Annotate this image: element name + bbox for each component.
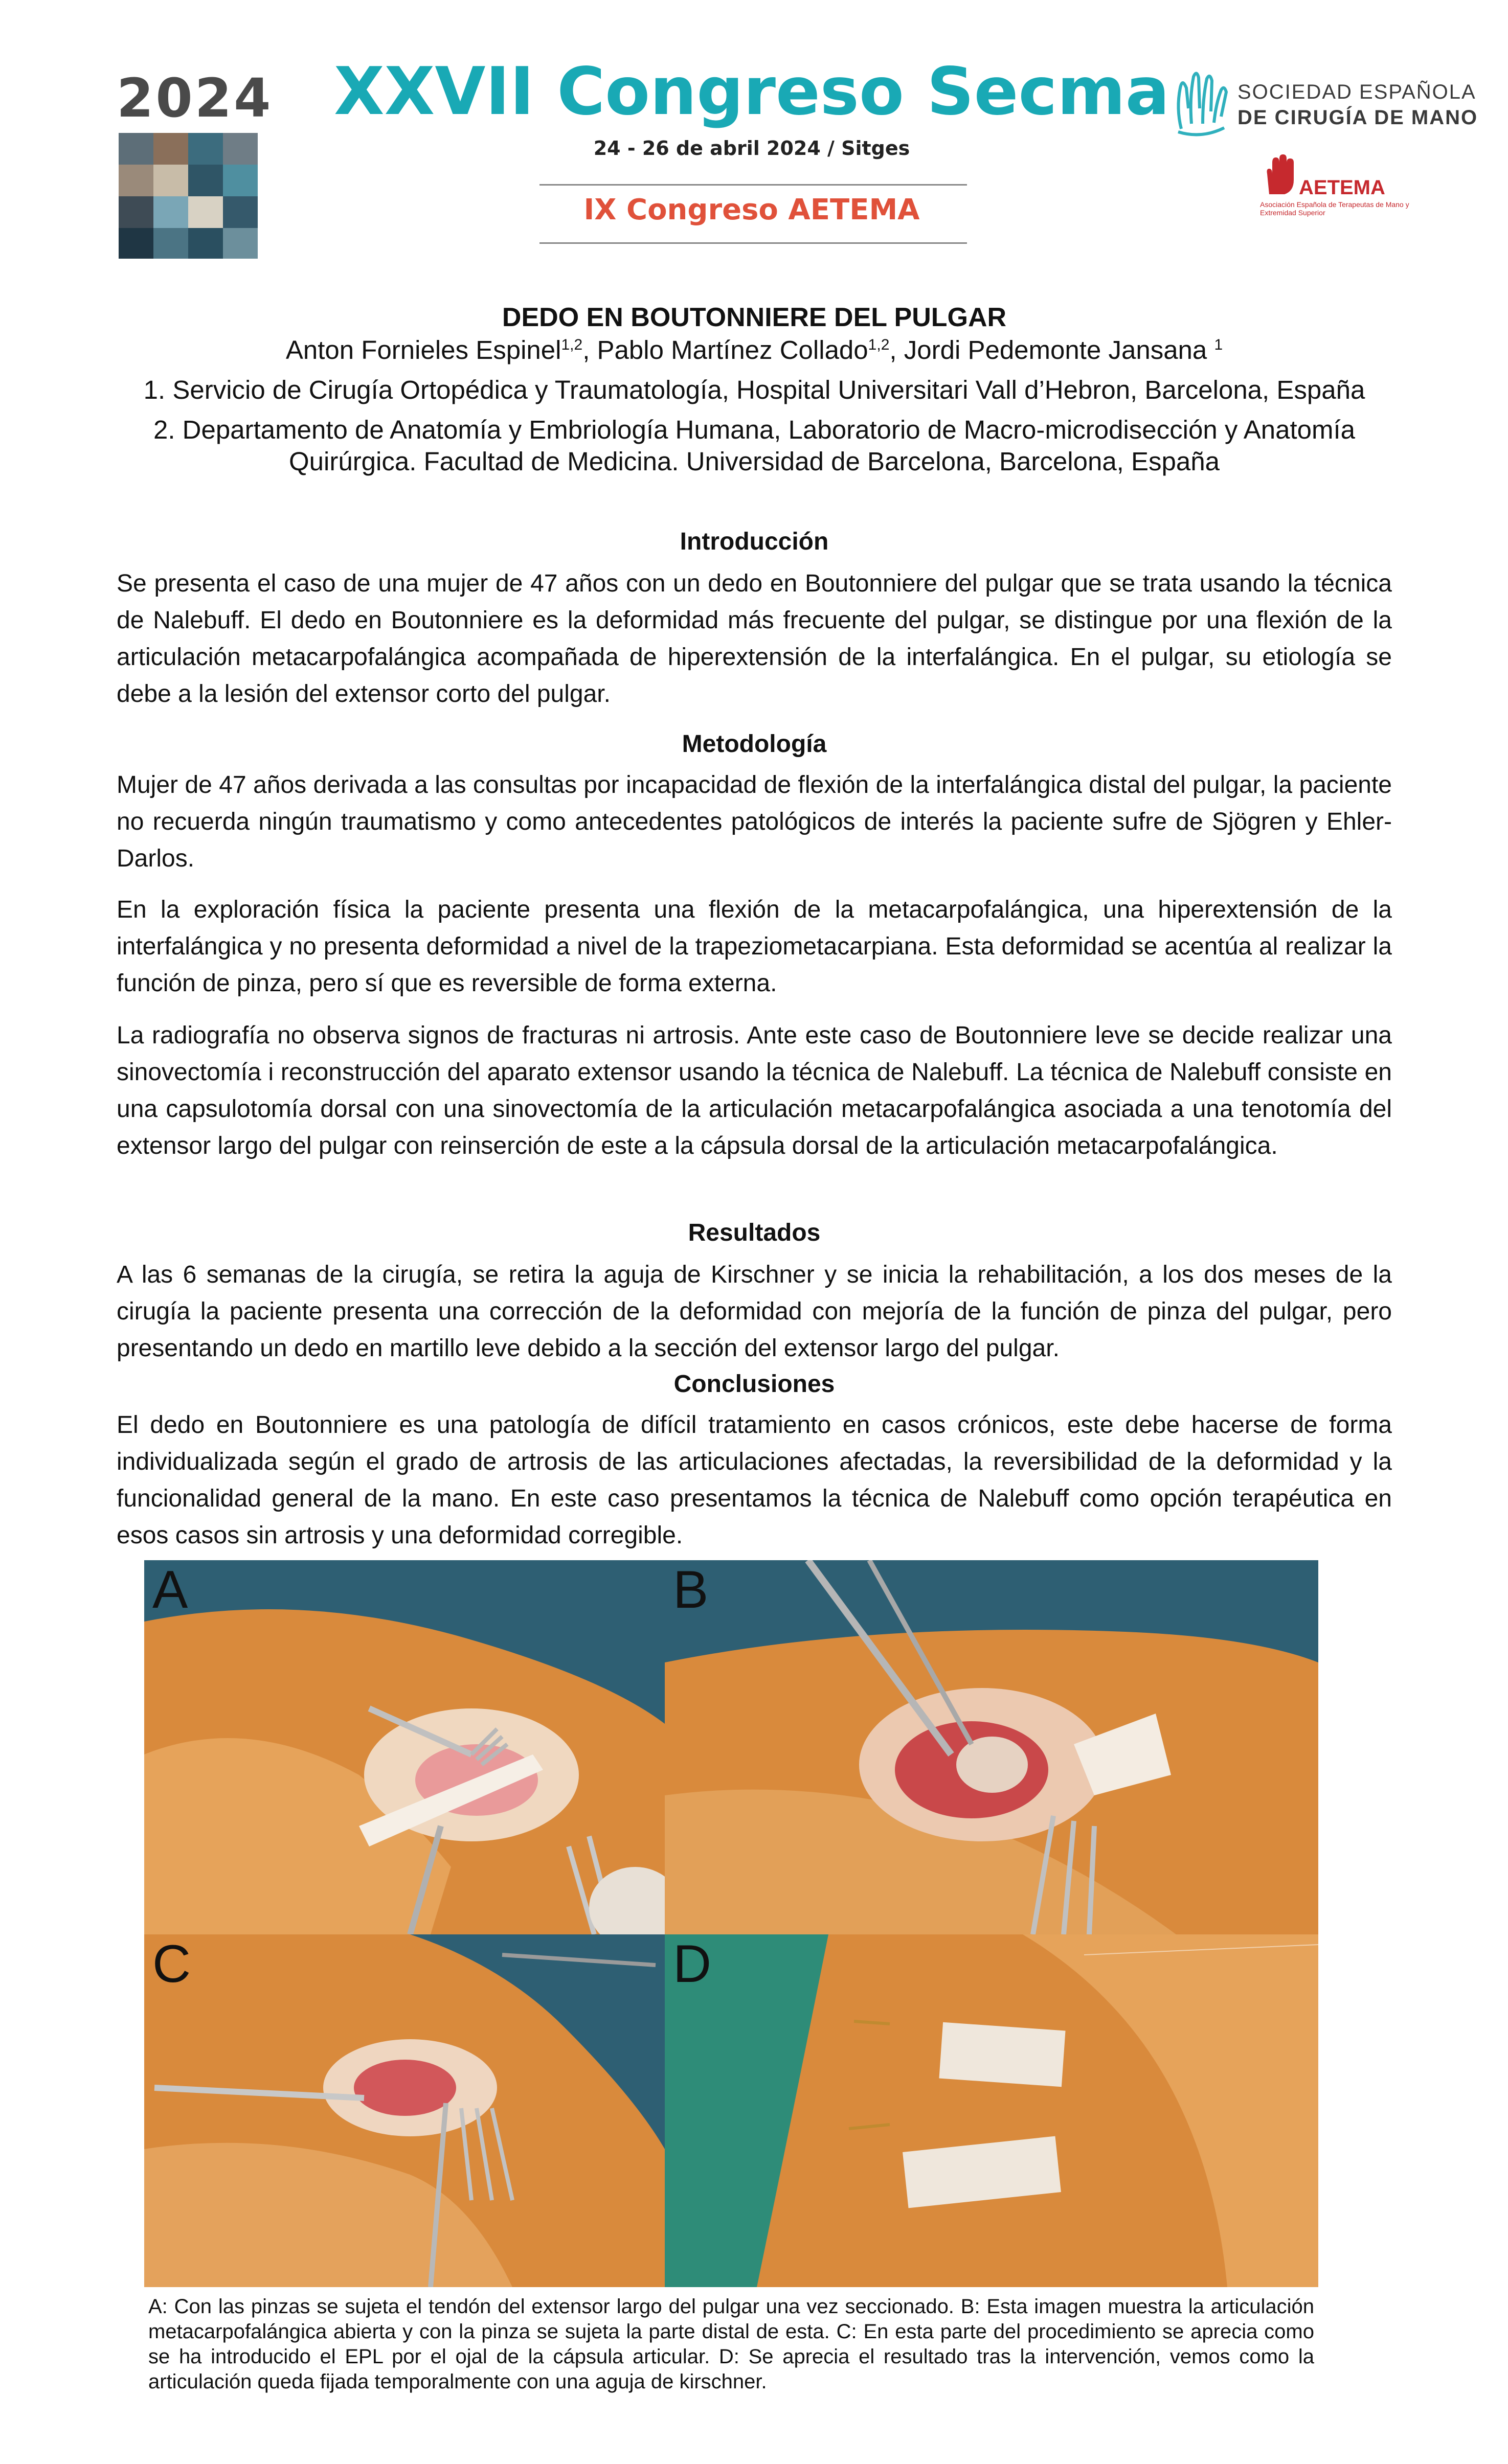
photo-panel-a <box>144 1560 665 1934</box>
method-paragraph-3: La radiografía no observa signos de fracturas ni artrosis. Ante este caso de Boutonniere leve se decide realizar una sinovectomía i reconstrucción del aparato extensor usando la técnica de Nalebuff. La técnica de Nalebuff consiste en una capsulotomía dorsal con una sinovectomía de la articulación metacarpofalángica asociada a una tenotomía del extensor largo del pulgar con reinserción de este a la cápsula dorsal de la articulación metacarpofalángica. <box>117 1022 1392 1159</box>
figure-caption: A: Con las pinzas se sujeta el tendón del extensor largo del pulgar una vez seccionado. B: Esta imagen muestra la articulación metacarpofalángica abierta y con la pinza se sujeta la parte distal de esta. C: En esta parte del procedimiento se aprecia como se ha introducido el EPL por el ojal de la cápsula articular. D: Se aprecia el resultado tras la intervención, vemos como la articulación queda fijada temporalmente con una aguja de kirschner. <box>148 2295 1314 2393</box>
congress-subtitle: IX Congreso AETEMA <box>583 193 920 226</box>
year-label: 2024 <box>117 67 273 129</box>
panel-label-c: C <box>152 1934 191 1994</box>
panel-label-d: D <box>673 1934 712 1994</box>
conclusions-heading: Conclusiones <box>673 1371 835 1398</box>
authors-line <box>117 334 1392 366</box>
author-1: Anton Fornieles Espinel <box>285 335 561 364</box>
author-3: , Jordi Pedemonte Jansana <box>889 335 1214 364</box>
photo-panel-c <box>144 1934 665 2287</box>
surgical-photo-b <box>665 1560 1318 1934</box>
surgical-photo-c <box>144 1934 665 2287</box>
affiliation-2: 2. Departamento de Anatomía y Embriología Humana, Laboratorio de Macro-microdisección y Anatomía Quirúrgica. Facultad de Medicina. Universidad de Barcelona, Barcelona, España <box>153 415 1356 476</box>
secm-hand-logo-icon <box>1171 67 1232 139</box>
red-hand-icon <box>1262 153 1298 195</box>
author-2-affil: 1,2 <box>868 336 890 353</box>
results-heading: Resultados <box>688 1219 821 1246</box>
divider-top <box>539 184 967 186</box>
intro-paragraph: Se presenta el caso de una mujer de 47 años con un dedo en Boutonniere del pulgar que se trata usando la técnica de Nalebuff. El dedo en Boutonniere es la deformidad más frecuente del pulgar, se distingue por una flexión de la articulación metacarpofalángica acompañada de hiperextensión de la interfalángica. En el pulgar, su etiología se debe a la lesión del extensor corto del pulgar. <box>117 570 1392 708</box>
panel-label-b: B <box>673 1560 709 1619</box>
secm-name-line1: SOCIEDAD ESPAÑOLA <box>1237 81 1476 103</box>
paper-title: DEDO EN BOUTONNIERE DEL PULGAR <box>502 303 1007 332</box>
congress-date: 24 - 26 de abril 2024 / Sitges <box>593 137 910 159</box>
method-paragraph-1: Mujer de 47 años derivada a las consultas por incapacidad de flexión de la interfalángica distal del pulgar, la paciente no recuerda ningún traumatismo y como antecedentes patológicos de interés la paciente sufre de Sjögren y Ehler-Darlos. <box>117 771 1392 872</box>
author-3-affil: 1 <box>1214 336 1223 353</box>
divider-bottom <box>539 242 967 244</box>
method-heading: Metodología <box>682 731 827 758</box>
surgical-photo-d <box>665 1934 1318 2287</box>
conclusions-paragraph: El dedo en Boutonniere es una patología de difícil tratamiento en casos crónicos, este debe hacerse de forma individualizada según el grado de artrosis de las articulaciones afectadas, la reversibilidad de la deformidad y la funcionalidad general de la mano. En este caso presentamos la técnica de Nalebuff como opción terapéutica en esos casos sin artrosis y una deformidad corregible. <box>117 1411 1392 1549</box>
secm-name-line2: DE CIRUGÍA DE MANO <box>1237 106 1478 129</box>
affiliation-1: 1. Servicio de Cirugía Ortopédica y Traumatología, Hospital Universitari Vall d’Hebron, Barcelona, España <box>143 375 1365 404</box>
intro-heading: Introducción <box>680 528 829 555</box>
surgical-photo-a <box>144 1560 665 1934</box>
author-1-affil: 1,2 <box>561 336 583 353</box>
aetema-tagline: Asociación Española de Terapeutas de Mano y Extremidad Superior <box>1260 200 1409 217</box>
panel-label-a: A <box>152 1560 188 1619</box>
photo-collage-logo <box>119 133 258 259</box>
aetema-name: AETEMA <box>1299 176 1385 199</box>
year-logo-block <box>117 67 273 259</box>
method-paragraph-2: En la exploración física la paciente presenta una flexión de la metacarpofalángica, una hiperextensión de la interfalángica y no presenta deformidad a nivel de la trapeziometacarpiana. Esta deformidad se acentúa al realizar la función de pinza, pero sí que es reversible de forma externa. <box>117 896 1392 997</box>
results-paragraph: A las 6 semanas de la cirugía, se retira la aguja de Kirschner y se inicia la rehabilitación, a los dos meses de la cirugía la paciente presenta una corrección de la deformidad con mejoría de la función de pinza del pulgar, pero presentando un dedo en martillo leve debido a la sección del extensor largo del pulgar. <box>117 1261 1392 1362</box>
photo-panel-b <box>665 1560 1318 1934</box>
photo-panel-d <box>665 1934 1318 2287</box>
author-2: , Pablo Martínez Collado <box>582 335 868 364</box>
congress-title: XXVII Congreso Secma <box>333 54 1170 130</box>
